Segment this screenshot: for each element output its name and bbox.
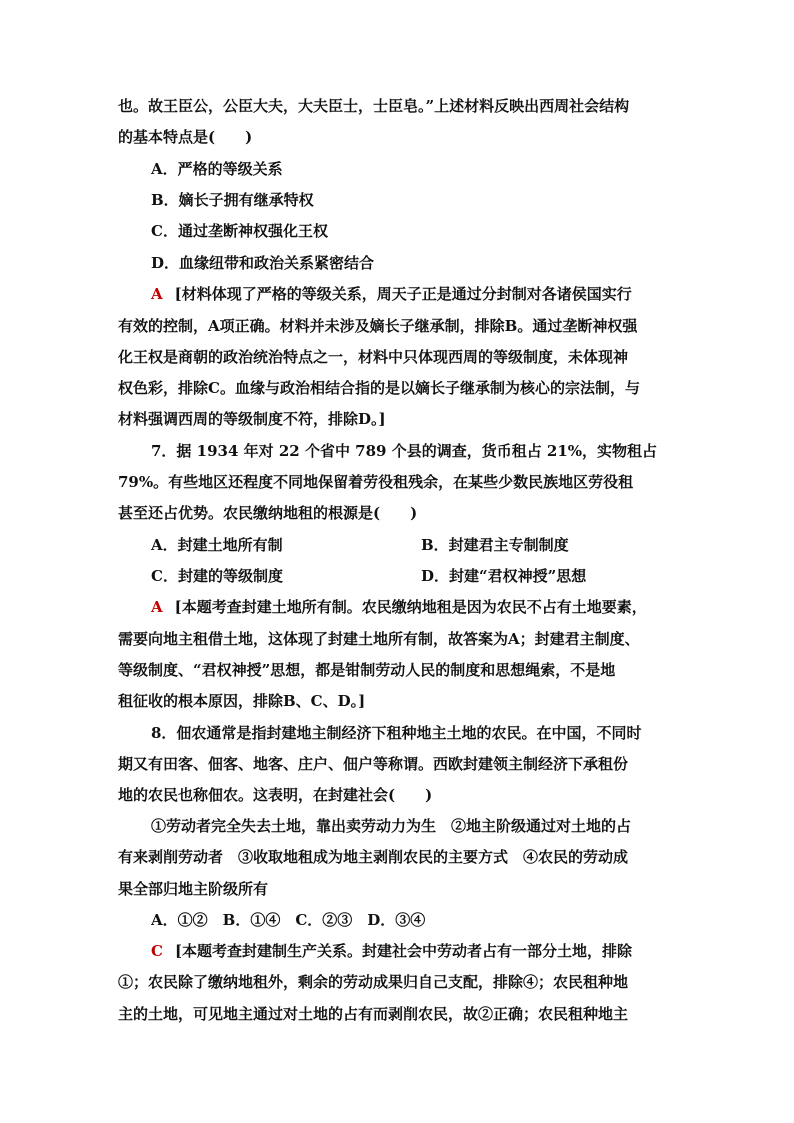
q8-explanation-line: 主的土地，可见地主通过对土地的占有而剥削农民，故②正确；农民租种地主: [118, 1005, 629, 1023]
q6-stem-line: 的基本特点是( ): [118, 128, 253, 146]
q6-option-b: B．嫡长子拥有继承特权: [151, 191, 314, 209]
q6-explanation-line: 化王权是商朝的政治统治特点之一，材料中只体现西周的等级制度，未体现神: [118, 348, 629, 366]
q6-option-c: C．通过垄断神权强化王权: [151, 222, 328, 240]
q7-explanation-line: 需要向地主租借土地，这体现了封建土地所有制，故答案为A；封建君主制度、: [118, 630, 640, 648]
q6-explanation-line: 有效的控制，A项正确。材料并未涉及嫡长子继承制，排除B。通过垄断神权强: [118, 317, 638, 335]
q6-option-a: A．严格的等级关系: [151, 160, 283, 178]
q7-option-b: B．封建君主专制制度: [421, 536, 569, 554]
q8-statement-line: ①劳动者完全失去土地，靠出卖劳动力为生 ②地主阶级通过对土地的占: [151, 817, 632, 835]
q7-stem-line: 79%。有些地区还程度不同地保留着劳役租残余，在某些少数民族地区劳役租: [118, 473, 634, 491]
q6-option-d: D．血缘纽带和政治关系紧密结合: [151, 254, 375, 272]
q7-explanation-line: 租征收的根本原因，排除B、C、D。]: [118, 692, 366, 710]
q8-stem-line: 地的农民也称佃农。这表明，在封建社会( ): [118, 786, 433, 804]
q8-answer-letter: C: [151, 942, 163, 960]
q7-explanation-line: 等级制度、“君权神授”思想，都是钳制劳动人民的制度和思想绳索，不是地: [118, 661, 616, 679]
q8-stem-line: 8．佃农通常是指封建地主制经济下租种地主土地的农民。在中国，不同时: [151, 724, 642, 742]
q7-options-row: [151, 566, 678, 586]
q8-explanation-line: ①；农民除了缴纳地租外，剩余的劳动成果归自己支配，排除④；农民租种地: [118, 973, 629, 991]
q6-explanation-line: A [材料体现了严格的等级关系，周天子正是通过分封制对各诸侯国实行: [151, 285, 632, 303]
q7-option-d: D．封建“君权神授”思想: [421, 567, 587, 585]
q8-statement-line: 果全部归地主阶级所有: [118, 880, 269, 898]
q8-stem-line: 期又有田客、佃客、地客、庄户、佃户等称谓。西欧封建领主制经济下承租份: [118, 755, 629, 773]
q8-options: A．①② B．①④ C．②③ D．③④: [151, 911, 426, 929]
q7-stem-line: 甚至还占优势。农民缴纳地租的根源是( ): [118, 504, 418, 522]
q7-option-c: C．封建的等级制度: [151, 567, 283, 585]
q7-option-a: A．封建土地所有制: [151, 536, 283, 554]
q7-options-row: [151, 535, 678, 555]
q7-stem-line: 7．据 1934 年对 22 个省中 789 个县的调查，货币租占 21%，实物租占: [151, 442, 658, 460]
q7-explanation-line: A [本题考查封建土地所有制。农民缴纳地租是因为农民不占有土地要素，: [151, 598, 647, 616]
q6-answer-letter: A: [151, 285, 163, 303]
q6-stem-line: 也。故王臣公，公臣大夫，大夫臣士，士臣皂。”上述材料反映出西周社会结构: [118, 97, 630, 115]
q8-explanation-line: C [本题考查封建制生产关系。封建社会中劳动者占有一部分土地，排除: [151, 942, 633, 960]
q6-explanation-line: 权色彩，排除C。血缘与政治相结合指的是以嫡长子继承制为核心的宗法制，与: [118, 379, 640, 397]
q6-explanation-line: 材料强调西周的等级制度不符，排除D。]: [118, 410, 386, 428]
q8-statement-line: 有来剥削劳动者 ③收取地租成为地主剥削农民的主要方式 ④农民的劳动成: [118, 848, 629, 866]
q7-answer-letter: A: [151, 598, 163, 616]
